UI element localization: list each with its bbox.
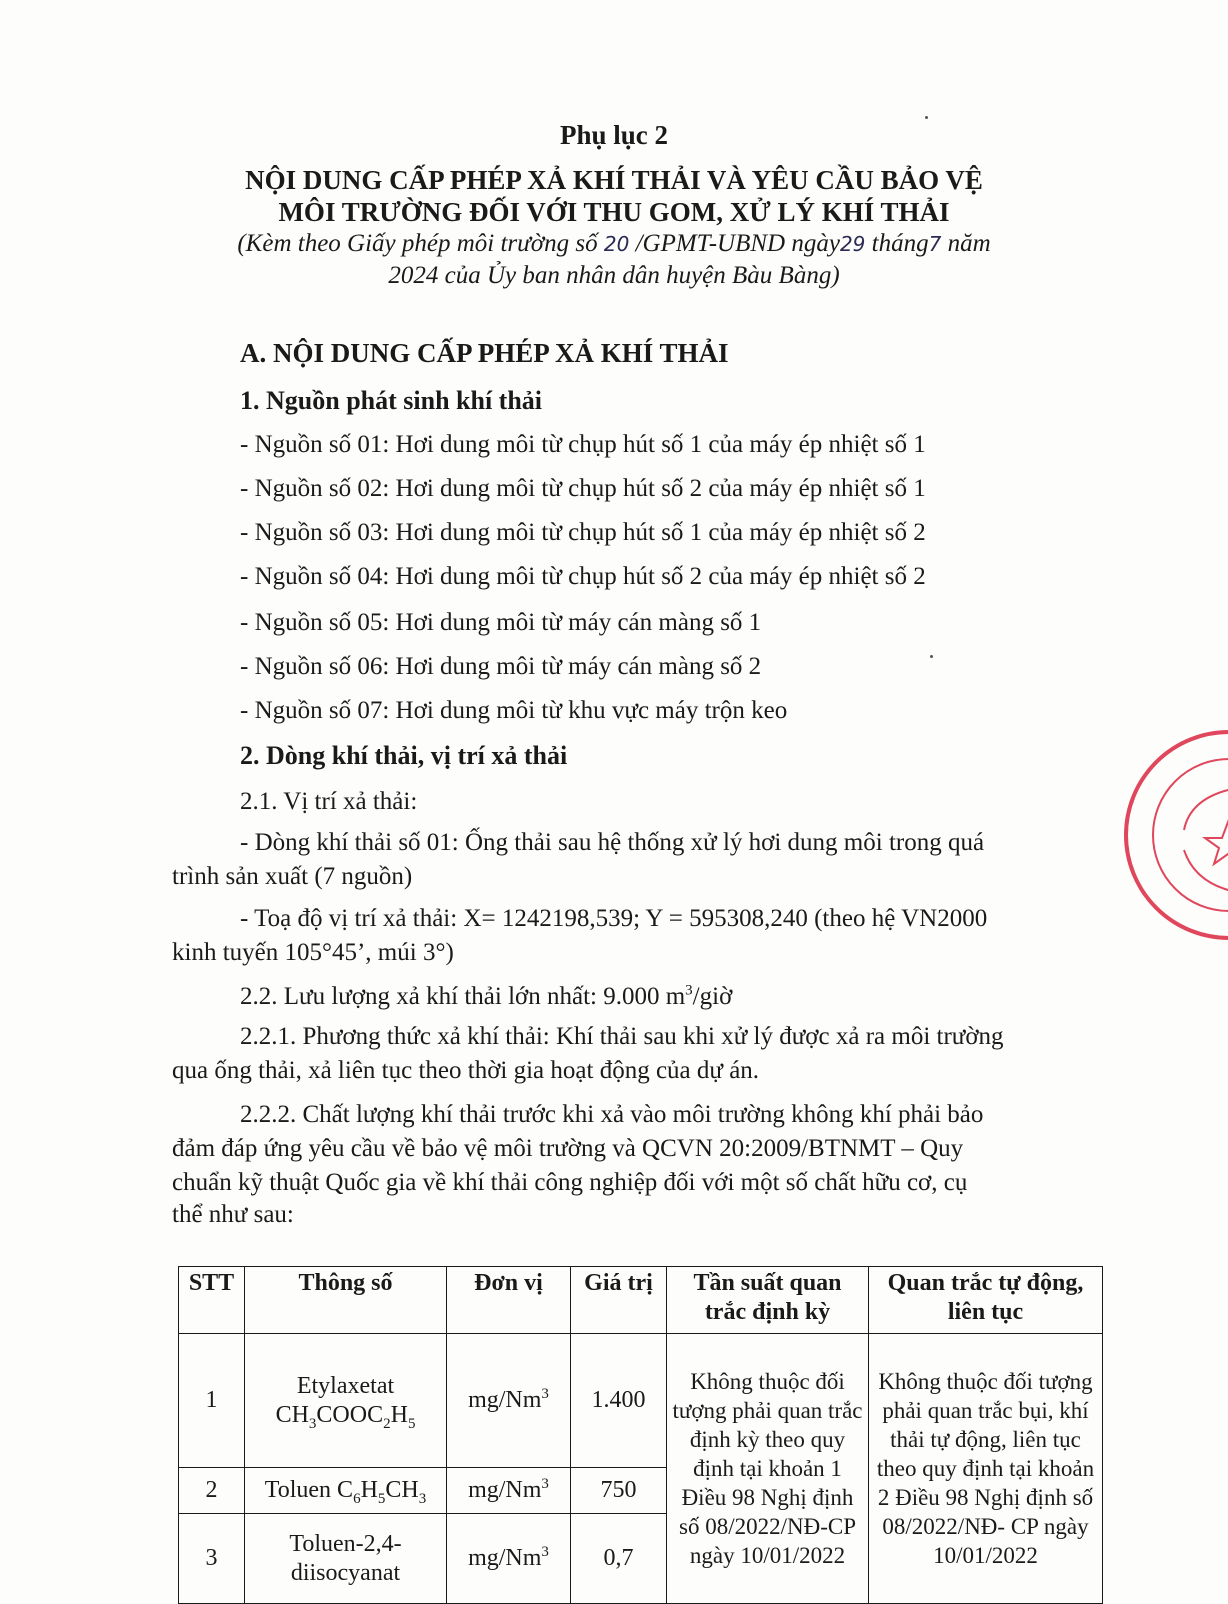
row-stt: 3 — [179, 1514, 245, 1604]
seal-emblem-icon — [1124, 730, 1228, 940]
handwritten-day: 29 — [839, 232, 866, 256]
header-frequency: Tần suất quan trắc định kỳ — [667, 1267, 869, 1334]
source-item: - Nguồn số 02: Hơi dung môi từ chụp hút số 2 của máy ép nhiệt số 1 — [240, 475, 926, 502]
stream-line2: trình sản xuất (7 nguồn) — [172, 863, 413, 890]
coordinate-line1: - Toạ độ vị trí xả thải: X= 1242198,539; Y = 595308,240 (theo hệ VN2000 — [240, 905, 988, 932]
header-unit: Đơn vị — [447, 1267, 571, 1334]
source-item: - Nguồn số 07: Hơi dung môi từ khu vực máy trộn keo — [240, 697, 788, 724]
row-parameter: Toluen $C_6H_5CH_3$ — [245, 1468, 447, 1514]
header-value: Giá trị — [571, 1267, 667, 1334]
row-value: 750 — [571, 1468, 667, 1514]
coordinate-line2: kinh tuyến 105°45’, múi 3°) — [172, 939, 454, 966]
official-seal-stamp — [1124, 730, 1228, 940]
source-item: - Nguồn số 06: Hơi dung môi từ máy cán màng số 2 — [240, 653, 762, 680]
paragraph-2-2-2-line4: thể như sau: — [172, 1201, 294, 1228]
row-parameter: Etylaxetat $CH_3COOC_2H_5$ — [245, 1334, 447, 1468]
section-1-title: 1. Nguồn phát sinh khí thải — [240, 386, 543, 415]
row-parameter: Toluen-2,4-diisocyanat — [245, 1514, 447, 1604]
row-unit: mg/Nm$^3$ — [447, 1334, 571, 1468]
row-value: 1.400 — [571, 1334, 667, 1468]
paragraph-2-2-2-line1: 2.2.2. Chất lượng khí thải trước khi xả vào môi trường không khí phải bảo — [240, 1101, 984, 1128]
reference-line2: 2024 của Ủy ban nhân dân huyện Bàu Bàng) — [388, 262, 840, 289]
paragraph-2-2-2-line3: chuẩn kỹ thuật Quốc gia về khí thải công nghiệp đối với một số chất hữu cơ, cụ — [172, 1169, 968, 1196]
reference-line1: (Kèm theo Giấy phép môi trường số 20 /GPMT-UBND ngày29 tháng7 năm — [237, 230, 991, 257]
speck — [925, 116, 928, 119]
speck — [930, 655, 933, 658]
header-parameter: Thông số — [245, 1267, 447, 1334]
handwritten-number: 20 — [603, 232, 630, 256]
emission-limits-table — [178, 1266, 1103, 1604]
main-title-line2: MÔI TRƯỜNG ĐỐI VỚI THU GOM, XỬ LÝ KHÍ THẢI — [278, 197, 950, 227]
table-row — [179, 1334, 1103, 1468]
appendix-title: Phụ lục 2 — [559, 120, 669, 150]
row-unit: mg/Nm$^3$ — [447, 1468, 571, 1514]
row-stt: 1 — [179, 1334, 245, 1468]
frequency-note: Không thuộc đối tượng phải quan trắc định kỳ theo quy định tại khoản 1 Điều 98 Nghị định số 08/2022/NĐ-CP ngày 10/01/2022 — [667, 1334, 869, 1604]
source-item: - Nguồn số 01: Hơi dung môi từ chụp hút số 1 của máy ép nhiệt số 1 — [240, 431, 926, 458]
paragraph-2-2: 2.2. Lưu lượng xả khí thải lớn nhất: 9.000 $m^3$/giờ — [240, 982, 733, 1010]
paragraph-2-2-1-line2: qua ống thải, xả liên tục theo thời gia hoạt động của dự án. — [172, 1057, 760, 1084]
paragraph-2-2-1-line1: 2.2.1. Phương thức xả khí thải: Khí thải sau khi xử lý được xả ra môi trường — [240, 1023, 1004, 1050]
section-a-title: A. NỘI DUNG CẤP PHÉP XẢ KHÍ THẢI — [240, 338, 729, 368]
table-header-row — [179, 1267, 1103, 1334]
source-item: - Nguồn số 05: Hơi dung môi từ máy cán màng số 1 — [240, 609, 762, 636]
stream-line1: - Dòng khí thải số 01: Ống thải sau hệ thống xử lý hơi dung môi trong quá — [240, 829, 985, 856]
section-2-title: 2. Dòng khí thải, vị trí xả thải — [240, 741, 568, 770]
source-item: - Nguồn số 04: Hơi dung môi từ chụp hút số 2 của máy ép nhiệt số 2 — [240, 563, 926, 590]
auto-monitoring-note: Không thuộc đối tượng phải quan trắc bụi, khí thải tự động, liên tục theo quy định tại khoản 2 Điều 98 Nghị định số 08/2022/NĐ- CP ngày 10/01/2022 — [869, 1334, 1103, 1604]
row-value: 0,7 — [571, 1514, 667, 1604]
header-auto-monitoring: Quan trắc tự động, liên tục — [869, 1267, 1103, 1334]
paragraph-2-1: 2.1. Vị trí xả thải: — [240, 788, 418, 815]
source-item: - Nguồn số 03: Hơi dung môi từ chụp hút số 1 của máy ép nhiệt số 2 — [240, 519, 926, 546]
handwritten-month: 7 — [928, 232, 942, 256]
row-stt: 2 — [179, 1468, 245, 1514]
main-title-line1: NỘI DUNG CẤP PHÉP XẢ KHÍ THẢI VÀ YÊU CẦU BẢO VỆ — [245, 165, 983, 195]
row-unit: mg/Nm$^3$ — [447, 1514, 571, 1604]
paragraph-2-2-2-line2: đảm đáp ứng yêu cầu về bảo vệ môi trường và QCVN 20:2009/BTNMT – Quy — [172, 1135, 964, 1162]
header-stt: STT — [179, 1267, 245, 1334]
